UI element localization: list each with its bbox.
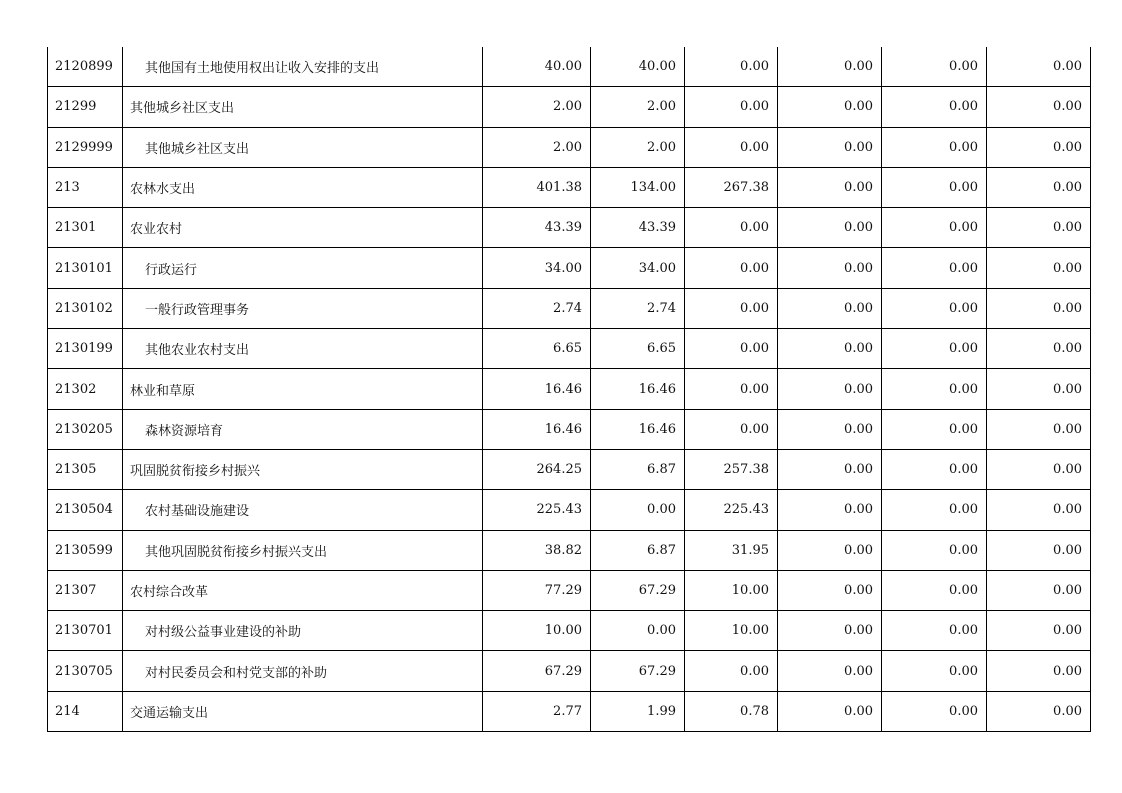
amount-cell: 0.00 bbox=[778, 691, 882, 731]
amount-cell: 38.82 bbox=[483, 530, 591, 570]
account-name-cell: 交通运输支出 bbox=[123, 691, 483, 731]
amount-cell: 0.00 bbox=[778, 87, 882, 127]
amount-cell: 0.00 bbox=[987, 248, 1091, 288]
amount-cell: 10.00 bbox=[685, 611, 778, 651]
amount-cell: 0.00 bbox=[778, 329, 882, 369]
amount-cell: 0.00 bbox=[685, 47, 778, 87]
amount-cell: 257.38 bbox=[685, 449, 778, 489]
amount-cell: 67.29 bbox=[591, 570, 685, 610]
amount-cell: 0.00 bbox=[685, 208, 778, 248]
amount-cell: 16.46 bbox=[591, 369, 685, 409]
amount-cell: 0.00 bbox=[591, 490, 685, 530]
amount-cell: 0.00 bbox=[882, 570, 987, 610]
amount-cell: 0.00 bbox=[778, 248, 882, 288]
account-code-cell: 21305 bbox=[48, 449, 123, 489]
amount-cell: 0.00 bbox=[685, 87, 778, 127]
amount-cell: 16.46 bbox=[483, 369, 591, 409]
account-name-cell: 林业和草原 bbox=[123, 369, 483, 409]
amount-cell: 225.43 bbox=[483, 490, 591, 530]
amount-cell: 10.00 bbox=[685, 570, 778, 610]
account-code-cell: 2120899 bbox=[48, 47, 123, 87]
account-name-cell: 对村民委员会和村党支部的补助 bbox=[123, 651, 483, 691]
amount-cell: 2.74 bbox=[483, 288, 591, 328]
table-row bbox=[48, 167, 1091, 207]
amount-cell: 2.77 bbox=[483, 691, 591, 731]
table-row bbox=[48, 691, 1091, 731]
amount-cell: 0.00 bbox=[882, 530, 987, 570]
account-code-cell: 2130599 bbox=[48, 530, 123, 570]
amount-cell: 0.00 bbox=[882, 691, 987, 731]
amount-cell: 6.65 bbox=[591, 329, 685, 369]
amount-cell: 34.00 bbox=[591, 248, 685, 288]
account-code-cell: 213 bbox=[48, 167, 123, 207]
amount-cell: 0.00 bbox=[591, 611, 685, 651]
amount-cell: 40.00 bbox=[483, 47, 591, 87]
amount-cell: 0.00 bbox=[778, 47, 882, 87]
account-name-cell: 其他巩固脱贫衔接乡村振兴支出 bbox=[123, 530, 483, 570]
account-code-cell: 2130199 bbox=[48, 329, 123, 369]
amount-cell: 0.00 bbox=[882, 87, 987, 127]
amount-cell: 0.00 bbox=[778, 651, 882, 691]
table-row bbox=[48, 490, 1091, 530]
amount-cell: 0.00 bbox=[882, 167, 987, 207]
amount-cell: 0.00 bbox=[987, 449, 1091, 489]
amount-cell: 6.87 bbox=[591, 449, 685, 489]
amount-cell: 16.46 bbox=[591, 409, 685, 449]
amount-cell: 134.00 bbox=[591, 167, 685, 207]
amount-cell: 0.00 bbox=[882, 409, 987, 449]
amount-cell: 0.00 bbox=[882, 449, 987, 489]
amount-cell: 0.00 bbox=[987, 208, 1091, 248]
amount-cell: 0.00 bbox=[685, 409, 778, 449]
account-code-cell: 2130102 bbox=[48, 288, 123, 328]
amount-cell: 0.00 bbox=[685, 329, 778, 369]
amount-cell: 0.00 bbox=[778, 288, 882, 328]
table-row bbox=[48, 570, 1091, 610]
account-name-cell: 其他农业农村支出 bbox=[123, 329, 483, 369]
account-name-cell: 农业农村 bbox=[123, 208, 483, 248]
amount-cell: 0.00 bbox=[778, 409, 882, 449]
amount-cell: 0.00 bbox=[987, 47, 1091, 87]
amount-cell: 267.38 bbox=[685, 167, 778, 207]
table-row bbox=[48, 87, 1091, 127]
amount-cell: 264.25 bbox=[483, 449, 591, 489]
amount-cell: 0.00 bbox=[987, 651, 1091, 691]
table-row bbox=[48, 449, 1091, 489]
amount-cell: 40.00 bbox=[591, 47, 685, 87]
amount-cell: 0.78 bbox=[685, 691, 778, 731]
amount-cell: 0.00 bbox=[987, 490, 1091, 530]
account-name-cell: 其他城乡社区支出 bbox=[123, 87, 483, 127]
account-name-cell: 其他城乡社区支出 bbox=[123, 127, 483, 167]
account-name-cell: 农村综合改革 bbox=[123, 570, 483, 610]
table-row bbox=[48, 651, 1091, 691]
amount-cell: 0.00 bbox=[987, 369, 1091, 409]
amount-cell: 0.00 bbox=[987, 570, 1091, 610]
table-row bbox=[48, 208, 1091, 248]
amount-cell: 0.00 bbox=[987, 127, 1091, 167]
account-code-cell: 2130504 bbox=[48, 490, 123, 530]
account-name-cell: 行政运行 bbox=[123, 248, 483, 288]
amount-cell: 0.00 bbox=[882, 248, 987, 288]
account-code-cell: 214 bbox=[48, 691, 123, 731]
table-row bbox=[48, 530, 1091, 570]
account-code-cell: 21307 bbox=[48, 570, 123, 610]
amount-cell: 0.00 bbox=[685, 288, 778, 328]
amount-cell: 10.00 bbox=[483, 611, 591, 651]
account-name-cell: 其他国有土地使用权出让收入安排的支出 bbox=[123, 47, 483, 87]
amount-cell: 0.00 bbox=[685, 369, 778, 409]
amount-cell: 2.74 bbox=[591, 288, 685, 328]
amount-cell: 0.00 bbox=[778, 530, 882, 570]
amount-cell: 0.00 bbox=[685, 127, 778, 167]
account-code-cell: 2129999 bbox=[48, 127, 123, 167]
amount-cell: 0.00 bbox=[987, 691, 1091, 731]
amount-cell: 0.00 bbox=[778, 611, 882, 651]
amount-cell: 0.00 bbox=[685, 651, 778, 691]
amount-cell: 0.00 bbox=[987, 288, 1091, 328]
amount-cell: 0.00 bbox=[987, 329, 1091, 369]
account-code-cell: 2130705 bbox=[48, 651, 123, 691]
amount-cell: 16.46 bbox=[483, 409, 591, 449]
account-code-cell: 2130701 bbox=[48, 611, 123, 651]
amount-cell: 2.00 bbox=[591, 87, 685, 127]
amount-cell: 2.00 bbox=[483, 127, 591, 167]
amount-cell: 0.00 bbox=[778, 570, 882, 610]
amount-cell: 0.00 bbox=[778, 127, 882, 167]
table-row bbox=[48, 127, 1091, 167]
expenditure-table bbox=[47, 47, 1091, 732]
amount-cell: 0.00 bbox=[987, 611, 1091, 651]
table-row bbox=[48, 369, 1091, 409]
amount-cell: 6.65 bbox=[483, 329, 591, 369]
account-code-cell: 21299 bbox=[48, 87, 123, 127]
account-name-cell: 农村基础设施建设 bbox=[123, 490, 483, 530]
account-name-cell: 农林水支出 bbox=[123, 167, 483, 207]
amount-cell: 0.00 bbox=[778, 490, 882, 530]
account-name-cell: 对村级公益事业建设的补助 bbox=[123, 611, 483, 651]
amount-cell: 0.00 bbox=[882, 611, 987, 651]
amount-cell: 0.00 bbox=[882, 208, 987, 248]
amount-cell: 0.00 bbox=[778, 167, 882, 207]
account-code-cell: 21301 bbox=[48, 208, 123, 248]
table-row bbox=[48, 409, 1091, 449]
amount-cell: 0.00 bbox=[882, 288, 987, 328]
amount-cell: 0.00 bbox=[882, 490, 987, 530]
amount-cell: 2.00 bbox=[483, 87, 591, 127]
amount-cell: 0.00 bbox=[882, 127, 987, 167]
account-code-cell: 21302 bbox=[48, 369, 123, 409]
amount-cell: 0.00 bbox=[882, 369, 987, 409]
amount-cell: 31.95 bbox=[685, 530, 778, 570]
amount-cell: 43.39 bbox=[591, 208, 685, 248]
amount-cell: 0.00 bbox=[778, 369, 882, 409]
amount-cell: 0.00 bbox=[987, 167, 1091, 207]
amount-cell: 0.00 bbox=[987, 530, 1091, 570]
amount-cell: 0.00 bbox=[882, 329, 987, 369]
account-code-cell: 2130205 bbox=[48, 409, 123, 449]
amount-cell: 43.39 bbox=[483, 208, 591, 248]
table-row bbox=[48, 248, 1091, 288]
table-row bbox=[48, 288, 1091, 328]
amount-cell: 67.29 bbox=[591, 651, 685, 691]
amount-cell: 0.00 bbox=[882, 651, 987, 691]
account-name-cell: 一般行政管理事务 bbox=[123, 288, 483, 328]
amount-cell: 34.00 bbox=[483, 248, 591, 288]
amount-cell: 0.00 bbox=[778, 208, 882, 248]
table-row bbox=[48, 611, 1091, 651]
amount-cell: 6.87 bbox=[591, 530, 685, 570]
account-name-cell: 森林资源培育 bbox=[123, 409, 483, 449]
table-body bbox=[48, 47, 1091, 732]
account-code-cell: 2130101 bbox=[48, 248, 123, 288]
amount-cell: 225.43 bbox=[685, 490, 778, 530]
amount-cell: 1.99 bbox=[591, 691, 685, 731]
amount-cell: 0.00 bbox=[685, 248, 778, 288]
amount-cell: 77.29 bbox=[483, 570, 591, 610]
account-name-cell: 巩固脱贫衔接乡村振兴 bbox=[123, 449, 483, 489]
amount-cell: 401.38 bbox=[483, 167, 591, 207]
table-row bbox=[48, 329, 1091, 369]
amount-cell: 0.00 bbox=[778, 449, 882, 489]
amount-cell: 0.00 bbox=[882, 47, 987, 87]
amount-cell: 2.00 bbox=[591, 127, 685, 167]
table-row bbox=[48, 47, 1091, 87]
amount-cell: 67.29 bbox=[483, 651, 591, 691]
amount-cell: 0.00 bbox=[987, 409, 1091, 449]
amount-cell: 0.00 bbox=[987, 87, 1091, 127]
